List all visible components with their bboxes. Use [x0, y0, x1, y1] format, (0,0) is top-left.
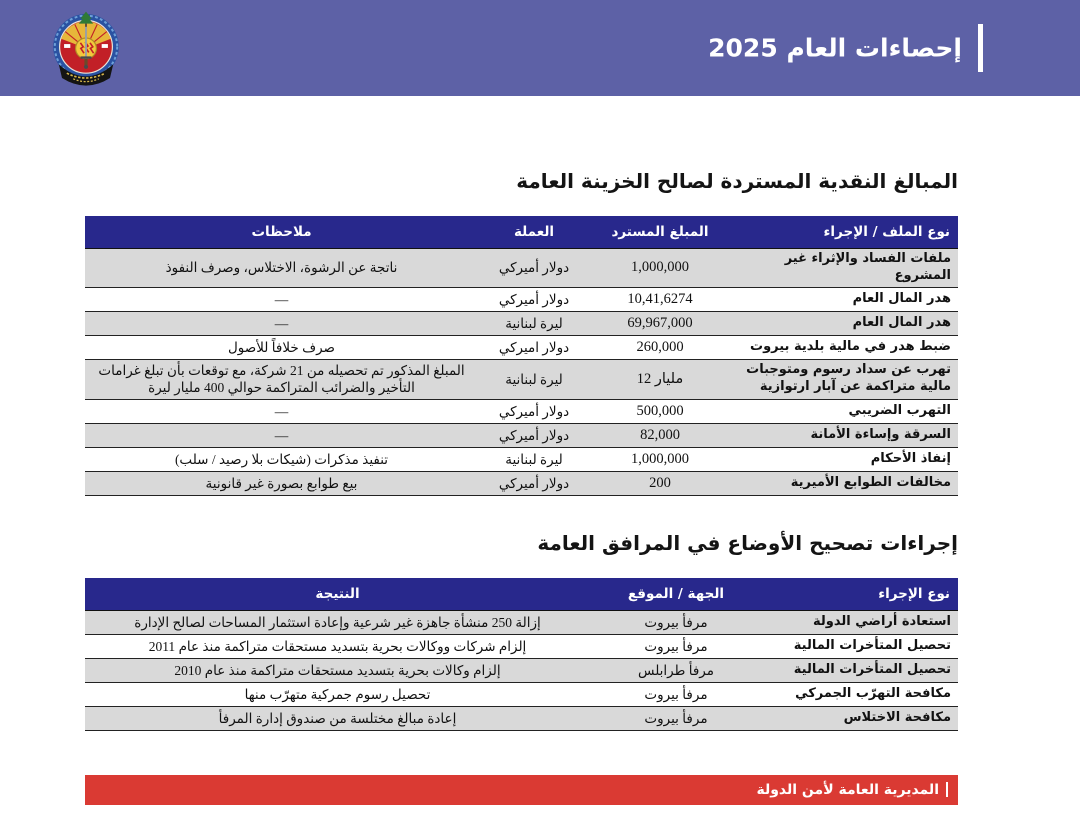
cell-amount: 260,000 — [590, 335, 730, 359]
cell-amount: 69,967,000 — [590, 311, 730, 335]
cell-currency: دولار أميركي — [478, 287, 590, 311]
cell-amount: 82,000 — [590, 423, 730, 447]
cell-notes: صرف خلافاً للأصول — [85, 335, 478, 359]
cell-notes: المبلغ المذكور تم تحصيله من 21 شركة، مع توقعات بأن تبلغ غرامات التأخير والضرائب المتراكمة حوالي 400 مليار ليرة — [85, 359, 478, 399]
table-row — [85, 287, 958, 311]
cell-notes: ناتجة عن الرشوة، الاختلاس، وصرف النفوذ — [85, 249, 478, 288]
cell-entity: مرفأ بيروت — [590, 634, 762, 658]
cell-currency: دولار اميركي — [478, 335, 590, 359]
cell-measure-type: مكافحة الاختلاس — [762, 706, 958, 730]
cell-currency: ليرة لبنانية — [478, 447, 590, 471]
column-header-file-type: نوع الملف / الإجراء — [730, 216, 958, 249]
table-row — [85, 447, 958, 471]
cell-file-type: هدر المال العام — [730, 287, 958, 311]
recovered-funds-table — [85, 216, 958, 496]
table-row — [85, 634, 958, 658]
cell-notes: — — [85, 399, 478, 423]
table-row — [85, 471, 958, 495]
table-row — [85, 249, 958, 288]
cell-file-type: مخالفات الطوابع الأميرية — [730, 471, 958, 495]
cell-result: إلزام وكالات بحرية بتسديد مستحقات متراكمة منذ عام 2010 — [85, 658, 590, 682]
column-header-currency: العملة — [478, 216, 590, 249]
directorate-label: المديرية العامة لأمن الدولة — [756, 781, 939, 798]
column-header-notes: ملاحظات — [85, 216, 478, 249]
cell-result: إعادة مبالغ مختلسة من صندوق إدارة المرفأ — [85, 706, 590, 730]
column-header-measure-type: نوع الإجراء — [762, 578, 958, 611]
cell-notes: بيع طوابع بصورة غير قانونية — [85, 471, 478, 495]
cell-currency: ليرة لبنانية — [478, 311, 590, 335]
cell-measure-type: تحصيل المتأخرات المالية — [762, 634, 958, 658]
directorate-banner — [85, 775, 958, 805]
cell-entity: مرفأ بيروت — [590, 610, 762, 634]
cell-measure-type: استعادة أراضي الدولة — [762, 610, 958, 634]
header-bar — [0, 0, 1080, 96]
cell-amount: 200 — [590, 471, 730, 495]
cell-file-type: التهرب الضريبي — [730, 399, 958, 423]
table-row — [85, 423, 958, 447]
facilities-measures-table — [85, 578, 958, 731]
cell-file-type: ضبط هدر في مالية بلدية بيروت — [730, 335, 958, 359]
table-row — [85, 682, 958, 706]
cell-amount: 1,000,000 — [590, 249, 730, 288]
table-row — [85, 706, 958, 730]
cell-result: تحصيل رسوم جمركية متهرّب منها — [85, 682, 590, 706]
cell-amount: 1,000,000 — [590, 447, 730, 471]
cell-entity: مرفأ طرابلس — [590, 658, 762, 682]
table-header-row — [85, 578, 958, 611]
cell-file-type: السرقة وإساءة الأمانة — [730, 423, 958, 447]
main-content — [0, 96, 1080, 805]
banner-accent-bar — [946, 782, 948, 797]
cell-entity: مرفأ بيروت — [590, 682, 762, 706]
cell-entity: مرفأ بيروت — [590, 706, 762, 730]
table-row — [85, 311, 958, 335]
table-row — [85, 610, 958, 634]
cell-notes: — — [85, 423, 478, 447]
title-accent-bar — [978, 24, 983, 72]
column-header-entity: الجهة / الموقع — [590, 578, 762, 611]
cell-amount: 10,41,6274 — [590, 287, 730, 311]
cell-file-type: ملفات الفساد والإثراء غير المشروع — [730, 249, 958, 288]
table-row — [85, 335, 958, 359]
cell-currency: دولار أميركي — [478, 471, 590, 495]
table-row — [85, 399, 958, 423]
page-title: إحصاءات العام 2025 — [708, 33, 962, 63]
state-security-emblem-icon — [46, 8, 126, 92]
section2-title: إجراءات تصحيح الأوضاع في المرافق العامة — [537, 530, 958, 555]
cell-file-type: هدر المال العام — [730, 311, 958, 335]
cell-file-type: تهرب عن سداد رسوم ومتوجبات مالية متراكمة عن آبار ارتوازية — [730, 359, 958, 399]
cell-notes: — — [85, 311, 478, 335]
table-row — [85, 658, 958, 682]
cell-amount: 12 مليار — [590, 359, 730, 399]
cell-currency: دولار أميركي — [478, 423, 590, 447]
cell-notes: — — [85, 287, 478, 311]
cell-amount: 500,000 — [590, 399, 730, 423]
section1-title: المبالغ النقدية المستردة لصالح الخزينة العامة — [516, 169, 958, 193]
cell-measure-type: مكافحة التهرّب الجمركي — [762, 682, 958, 706]
cell-result: إزالة 250 منشأة جاهزة غير شرعية وإعادة استثمار المساحات لصالح الإدارة — [85, 610, 590, 634]
table-header-row — [85, 216, 958, 249]
cell-measure-type: تحصيل المتأخرات المالية — [762, 658, 958, 682]
column-header-result: النتيجة — [85, 578, 590, 611]
cell-currency: دولار أميركي — [478, 399, 590, 423]
cell-currency: دولار أميركي — [478, 249, 590, 288]
column-header-amount: المبلغ المسترد — [590, 216, 730, 249]
table-row — [85, 359, 958, 399]
cell-notes: تنفيذ مذكرات (شيكات بلا رصيد / سلب) — [85, 447, 478, 471]
cell-result: إلزام شركات ووكالات بحرية بتسديد مستحقات متراكمة منذ عام 2011 — [85, 634, 590, 658]
cell-file-type: إنفاذ الأحكام — [730, 447, 958, 471]
cell-currency: ليرة لبنانية — [478, 359, 590, 399]
